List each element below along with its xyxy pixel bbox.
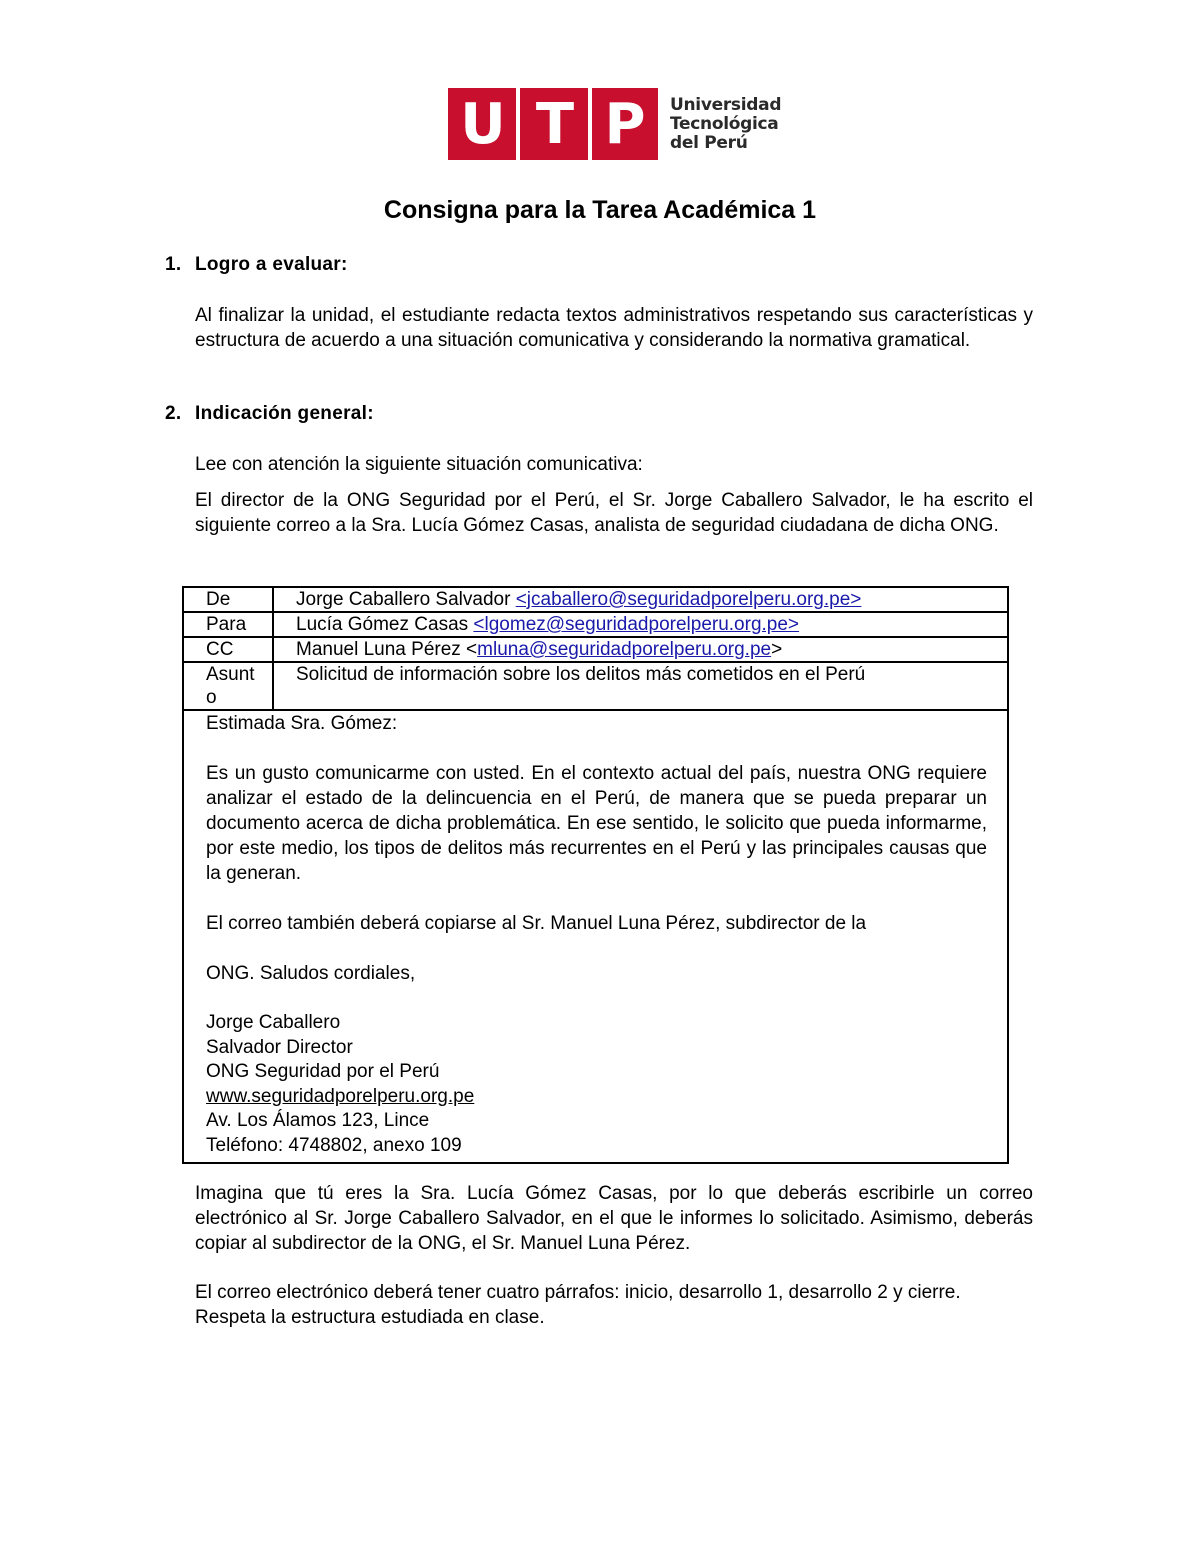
signature-web-link[interactable]: www.seguridadporelperu.org.pe (206, 1085, 475, 1107)
closing-paragraph-2: El correo electrónico deberá tener cuatro párrafos: inicio, desarrollo 1, desarrollo 2 y cierre. Respeta la estructura estudiada en clase. (195, 1282, 961, 1328)
signature-org: ONG Seguridad por el Perú (206, 1061, 440, 1082)
utp-logo (448, 88, 782, 160)
signature-phone: Teléfono: 4748802, anexo 109 (206, 1134, 462, 1156)
logo-university-name: Universidad Tecnológica del Perú (670, 95, 782, 153)
email-body-paragraph-3: ONG. Saludos cordiales, (206, 963, 416, 984)
logo-letter-u: U (460, 91, 506, 157)
email-from-row (183, 587, 1008, 612)
email-to-label: Para (183, 612, 273, 637)
email-body-paragraph-1: Es un gusto comunicarme con usted. En el contexto actual del país, nuestra ONG requiere analizar el estado de la delincuencia en el Perú, de manera que se pueda preparar un documento acerca de dicha problemática. En ese sentido, le solicito que pueda informarme, por este medio, los tipos de delitos más recurrentes en el Perú y las principales causas que la generan. (206, 763, 987, 884)
email-to-value: Lucía Gómez Casas <lgomez@seguridadporelperu.org.pe> (273, 612, 1008, 637)
signature-web (206, 1085, 987, 1110)
email-to-link[interactable]: <lgomez@seguridadporelperu.org.pe> (473, 614, 800, 635)
email-greeting: Estimada Sra. Gómez: (206, 713, 398, 734)
signature-address: Av. Los Álamos 123, Lince (206, 1110, 430, 1131)
email-subject-label: Asunt o (183, 662, 273, 710)
email-cc-label: CC (183, 637, 273, 662)
page-title: Consigna para la Tarea Académica 1 (383, 196, 817, 224)
email-from-link[interactable]: <jcaballero@seguridadporelperu.org.pe> (515, 589, 862, 610)
section-1-heading: 1. Logro a evaluar: (165, 254, 348, 275)
closing-paragraph-1: Imagina que tú eres la Sra. Lucía Gómez Casas, por lo que deberás escribirle un correo electrónico al Sr. Jorge Caballero Salvador, en el que le informes lo solicitado. Asimismo, deberás copiar al subdirector de la ONG, el Sr. Manuel Luna Pérez. (195, 1183, 1033, 1254)
logo-letter-p: P (604, 91, 646, 157)
email-cc-link[interactable]: mluna@seguridadporelperu.org.pe (477, 639, 772, 660)
email-cc-row (183, 637, 1008, 662)
email-subject-value: Solicitud de información sobre los delitos más cometidos en el Perú (273, 662, 1008, 710)
email-cc-value: Manuel Luna Pérez <mluna@seguridadporelperu.org.pe> (273, 637, 1008, 662)
email-body-paragraph-2: El correo también deberá copiarse al Sr. Manuel Luna Pérez, subdirector de la (206, 913, 867, 934)
email-from-value: Jorge Caballero Salvador <jcaballero@seguridadporelperu.org.pe> (273, 587, 1008, 612)
section-2-heading: 2. Indicación general: (165, 403, 374, 424)
email-body-row (183, 710, 1008, 1163)
section-2-context: El director de la ONG Seguridad por el Perú, el Sr. Jorge Caballero Salvador, le ha escrito el siguiente correo a la Sra. Lucía Gómez Casas, analista de seguridad ciudadana de dicha ONG. (195, 490, 1033, 536)
signature-name: Jorge Caballero (206, 1012, 341, 1033)
email-table (182, 586, 1009, 1164)
email-body (183, 710, 1008, 1163)
signature-title: Salvador Director (206, 1036, 353, 1058)
section-2-intro: Lee con atención la siguiente situación comunicativa: (195, 454, 643, 475)
logo-letter-t: T (535, 91, 575, 157)
email-from-label: De (183, 587, 273, 612)
email-to-row (183, 612, 1008, 637)
section-1-text: Al finalizar la unidad, el estudiante redacta textos administrativos respetando sus características y estructura de acuerdo a una situación comunicativa y considerando la normativa gramatical. (195, 305, 1033, 351)
email-subject-row (183, 662, 1008, 710)
